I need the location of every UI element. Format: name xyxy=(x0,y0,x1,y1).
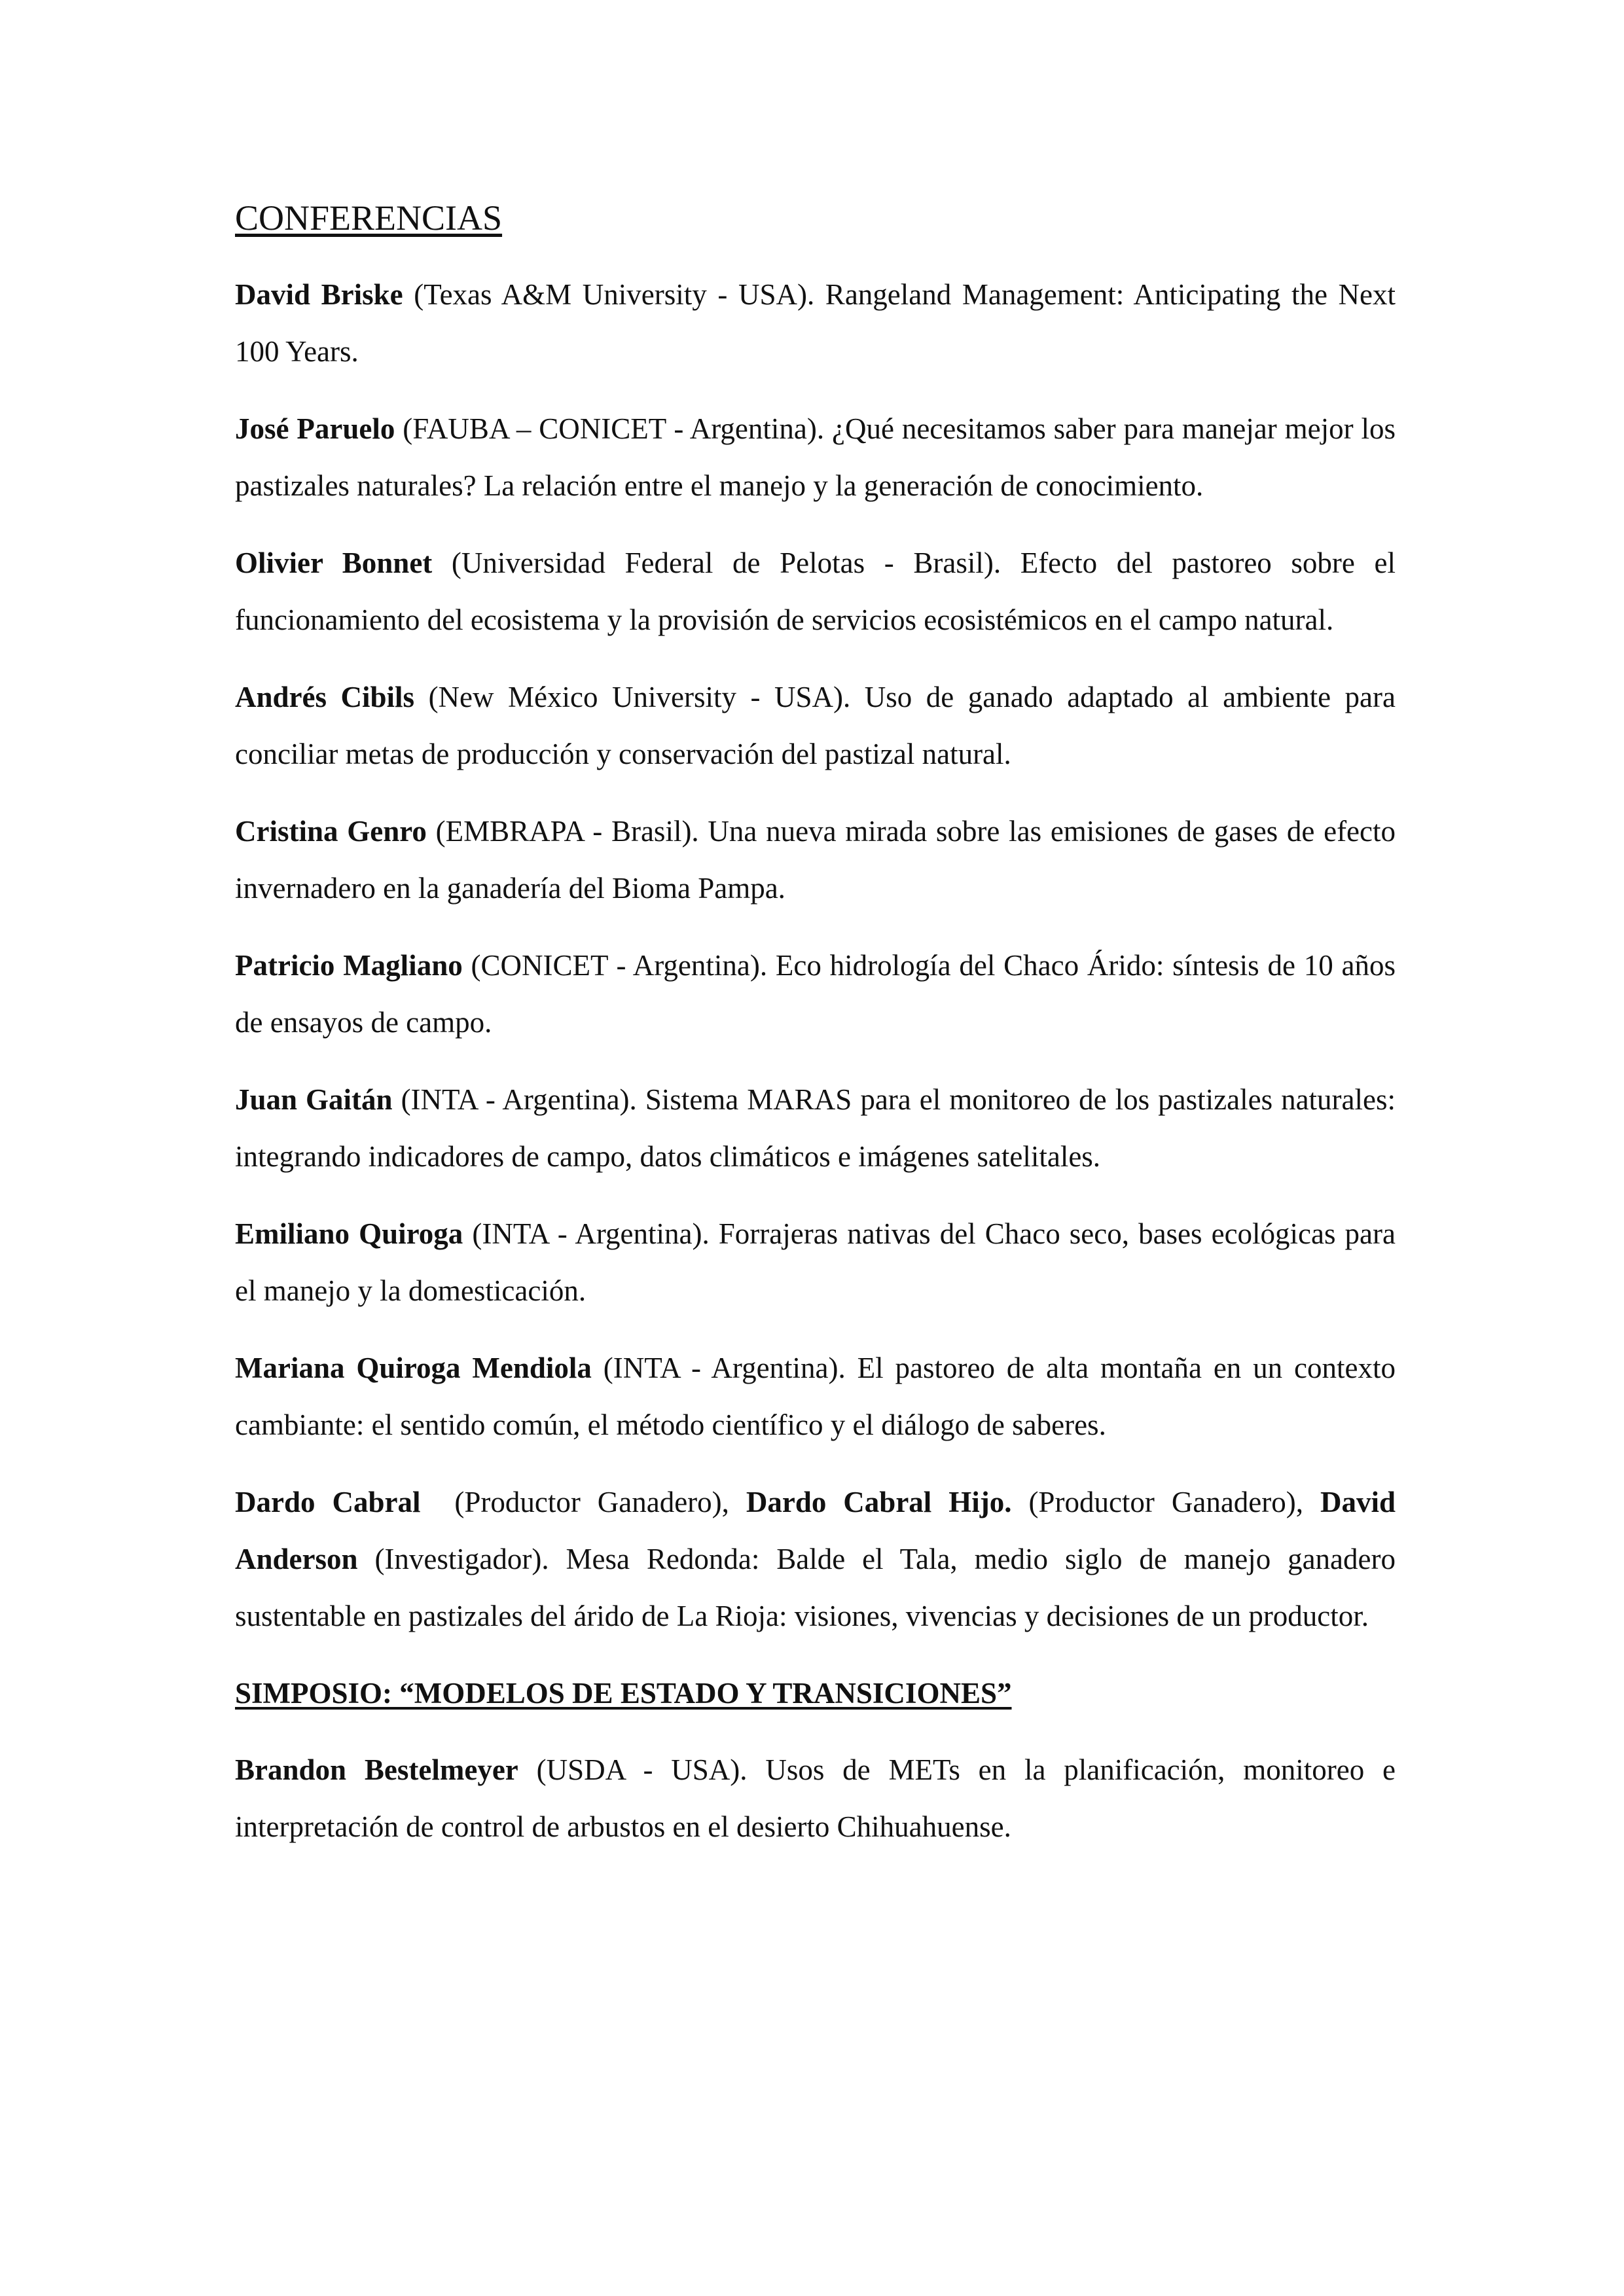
section-heading-simposio: SIMPOSIO: “MODELOS DE ESTADO Y TRANSICIONES” xyxy=(235,1677,1012,1710)
speaker-name: Brandon Bestelmeyer xyxy=(235,1753,518,1786)
conference-description: (CONICET - Argentina). Eco hidrología del Chaco Árido: síntesis de 10 años de ensayos de campo. xyxy=(235,949,1396,1039)
conference-entry xyxy=(235,1206,1396,1319)
speaker-name: David Briske xyxy=(235,278,403,311)
conference-description: (EMBRAPA - Brasil). Una nueva mirada sobre las emisiones de gases de efecto invernadero en la ganadería del Bioma Pampa. xyxy=(235,815,1396,905)
conference-entry xyxy=(235,1071,1396,1185)
conference-description: (FAUBA – CONICET - Argentina). ¿Qué necesitamos saber para manejar mejor los pastizales naturales? La relación entre el manejo y la generación de conocimiento. xyxy=(235,412,1396,502)
roundtable-description: (Investigador). Mesa Redonda: Balde el Tala, medio siglo de manejo ganadero sustentable en pastizales del árido de La Rioja: visiones, vivencias y decisiones de un productor. xyxy=(235,1543,1403,1632)
conference-entry xyxy=(235,669,1396,783)
conference-entry xyxy=(235,803,1396,917)
conference-entry xyxy=(235,266,1396,380)
speaker-name: Andrés Cibils xyxy=(235,681,415,713)
speaker-name: José Paruelo xyxy=(235,412,395,445)
speaker-name: David Anderson xyxy=(235,1486,1401,1575)
conference-description: (INTA - Argentina). Sistema MARAS para el monitoreo de los pastizales naturales: integrando indicadores de campo, datos climáticos e imágenes satelitales. xyxy=(235,1083,1396,1173)
speaker-affiliation: (Productor Ganadero), xyxy=(420,1486,746,1518)
speaker-name: Mariana Quiroga Mendiola xyxy=(235,1352,592,1384)
speaker-name: Cristina Genro xyxy=(235,815,427,848)
symposium-entry xyxy=(235,1742,1396,1856)
conference-entry xyxy=(235,535,1396,649)
roundtable-entry xyxy=(235,1474,1403,1645)
conference-description: (Universidad Federal de Pelotas - Brasil). Efecto del pastoreo sobre el funcionamiento del ecosistema y la provisión de servicios ecosistémicos en el campo natural. xyxy=(235,547,1396,636)
symposium-description: (USDA - USA). Usos de METs en la planificación, monitoreo e interpretación de control de arbustos en el desierto Chihuahuense. xyxy=(235,1753,1396,1843)
conference-description: (Texas A&M University - USA). Rangeland Management: Anticipating the Next 100 Years. xyxy=(235,278,1396,368)
speaker-name: Patricio Magliano xyxy=(235,949,463,982)
speaker-name: Emiliano Quiroga xyxy=(235,1217,463,1250)
speaker-name: Dardo Cabral Hijo. xyxy=(746,1486,1012,1518)
conference-entry xyxy=(235,1340,1396,1454)
document-page xyxy=(235,190,1403,1876)
section-heading-conferencias: CONFERENCIAS xyxy=(235,198,503,238)
conference-entry xyxy=(235,401,1396,514)
speaker-name: Dardo Cabral xyxy=(235,1486,421,1518)
conference-description: (INTA - Argentina). Forrajeras nativas del Chaco seco, bases ecológicas para el manejo y la domesticación. xyxy=(235,1217,1396,1307)
conference-description: (INTA - Argentina). El pastoreo de alta montaña en un contexto cambiante: el sentido común, el método científico y el diálogo de saberes. xyxy=(235,1352,1396,1441)
speaker-name: Juan Gaitán xyxy=(235,1083,393,1116)
speaker-name: Olivier Bonnet xyxy=(235,547,433,579)
conference-entry xyxy=(235,937,1396,1051)
speaker-affiliation: (Productor Ganadero), xyxy=(1011,1486,1320,1518)
conference-description: (New México University - USA). Uso de ganado adaptado al ambiente para conciliar metas de producción y conservación del pastizal natural. xyxy=(235,681,1396,770)
